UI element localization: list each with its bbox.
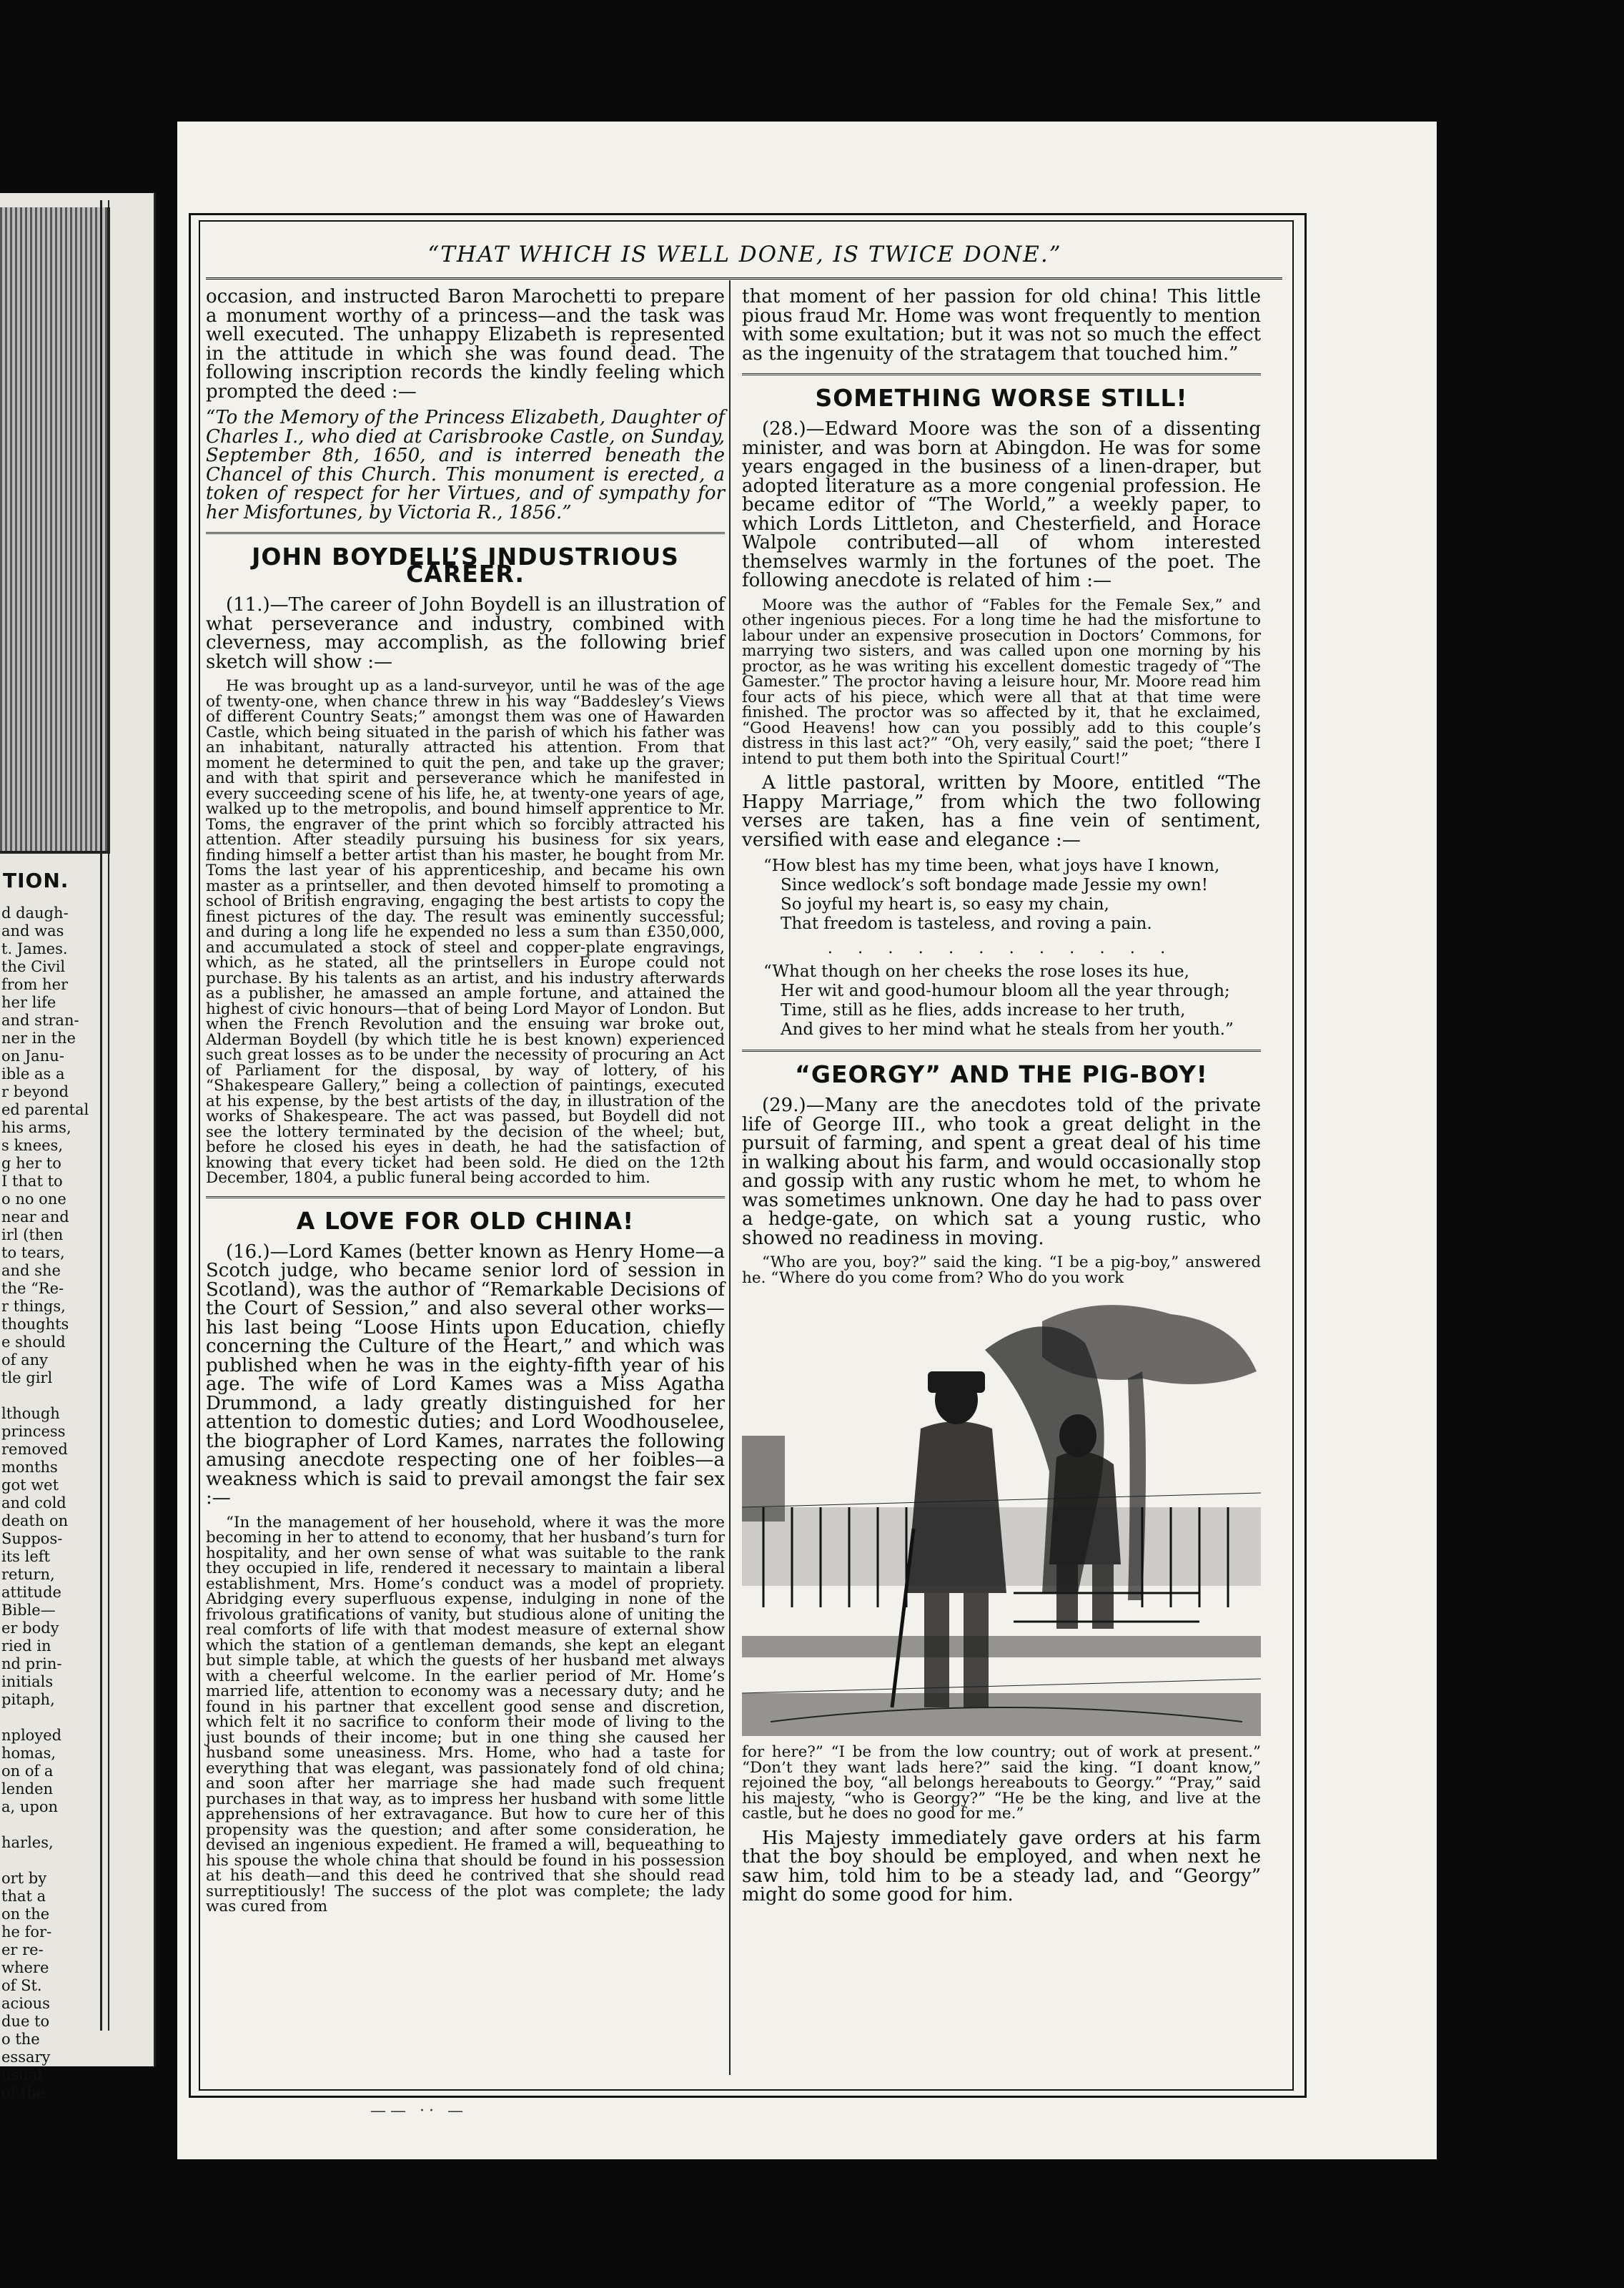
verse-line: And gives to her mind what he steals from her youth.” [781,1020,1234,1039]
pastoral-intro: A little pastoral, written by Moore, entitled “The Happy Marriage,” from which the two following verses are taken, has a fine vein of sentiment, versified with ease and elegance :— [742,772,1261,851]
verse-line: “How blest has my time been, what joys have I known, [763,857,1220,875]
left-page-line: ner in the [1,1030,76,1047]
left-page-line: on Janu- [1,1047,64,1065]
left-page-line: o the [1,2031,40,2048]
georgy-heading: “GEORGY” AND THE PIG-BOY! [795,1060,1208,1088]
left-page-line: er re- [1,1941,44,1958]
georgy-lead: (29.)—Many are the anecdotes told of the private life of George III., who took a great delight in the pursuit of farming, and spent a great deal of his time in walking about his farm, and would occasionally stop and gossip with any rustic whom he met, to whom he was sometimes unknown. One day he had to pass over a hedge-gate, on which sat a young rustic, who showed no readiness in moving. [742,1095,1261,1249]
left-page-line: his arms, [1,1119,71,1136]
verse-line: Her wit and good-humour bloom all the year through; [781,982,1230,1000]
left-page-line: princess [1,1423,66,1440]
left-page-line: g her to [1,1155,61,1172]
verse-line: “What though on her cheeks the rose loses its hue, [763,962,1189,981]
china-lead: (16.)—Lord Kames (better known as Henry Home—a Scotch judge, who became senior lord of session in Scotland), was the author of “Remarkable Decisions of the Court of Session,” and also several other works—his last being “Loose Hints upon Education, chiefly concerning the Culture of the Heart,” and which was published when he was in the eighty-fifth year of his age. The wife of Lord Kames was a Miss Agatha Drummond, a lady greatly distinguished for her attention to domestic duties; and Lord Woodhouselee, the biographer of Lord Kames, narrates the following amusing anecdote respecting one of her foibles—a weakness which is said to prevail amongst the fair sex :— [206,1241,725,1509]
verse-one [742,857,1261,934]
left-page-line: I that to [1,1173,63,1190]
left-page-line: of any [1,1351,48,1369]
left-page-line: Bible— [1,1602,56,1619]
left-page-line [1,1816,94,1834]
verse-line: So joyful my heart is, so easy my chain, [781,895,1109,914]
georgy-dialogue-end: for here?” “I be from the low country; out of work at present.” “Don’t they want lads here?” said the king. “I doant know,” rejoined the boy, “all belongs hereabouts to Georgy.” “Pray,” said his majesty, “who is Georgy?” “He be the king, and live at the castle, but he does no good for me.” [742,1743,1261,1823]
left-page-line: lenden [1,1780,54,1798]
elizabeth-monument-text: occasion, and instructed Baron Marochetti to prepare a monument worthy of a princess—and the task was well executed. The unhappy Elizabeth is represented in the attitude in which she was found dead. The following inscription records the kindly feeling which prompted the deed :— [206,286,725,403]
section-rule [742,373,1261,375]
georgy-dialogue-start: “Who are you, boy?” said the king. “I be a pig-boy,” answered he. “Where do you come from? Who do you work [742,1253,1261,1287]
left-page-text [1,904,94,2101]
left-page-line: from her [1,976,69,993]
left-page-line: r beyond [1,1083,69,1100]
left-page-line: essary [1,2048,51,2066]
footer-marks: —— ·· — [370,2102,467,2120]
left-page-line: e should [1,1333,66,1351]
section-rule [206,1196,725,1198]
left-page-line: t. James. [1,940,68,957]
verse-line: Since wedlock’s soft bondage made Jessie my own! [781,876,1208,894]
georgy-closing: His Majesty immediately gave orders at his farm that the boy should be employed, and when next he saw him, told him to be a steady lad, and “Georgy” might do some good for him. [742,1827,1261,1905]
left-page-line: due to [1,2013,50,2030]
left-page-line: and stran- [1,1012,79,1029]
verse-two [742,962,1261,1040]
left-page-line: death on [1,1512,69,1529]
left-page-line: ried in [1,1637,51,1655]
left-page-line: and she [1,1262,61,1279]
left-page-line: of St. [1,1977,42,1994]
left-page-line: er body [1,1619,59,1637]
column-divider [729,280,731,2075]
adjacent-left-page [0,193,156,2101]
left-page-line [1,1709,94,1727]
left-page-line: thoughts [1,1316,69,1333]
moore-body: Moore was the author of “Fables for the Female Sex,” and other ingenious pieces. For a long time he had the misfortune to labour under an expensive prosecution in Doctors’ Commons, for marrying two sisters, and was called upon one morning by his proctor, as he was writing his excellent domestic tragedy of “The Gamester.” The proctor having a leisure hour, Mr. Moore read him four acts of his piece, which were all that at that time were finished. The proctor was so affected by it, that he exclaimed, “Good Heavens! how can you possibly add to this couple’s distress in this last act?” “Oh, very easily,” said the poet; “there I intend to put them both into the Spiritual Court!” [742,596,1261,768]
left-page-line: nd prin- [1,1655,62,1672]
left-page-heading: TION. [3,869,69,892]
china-body: “In the management of her household, where it was the more becoming in her to attend to economy, that her husband’s turn for hospitality, and her own sense of what was suitable to the rank they occupied in life, rendered it necessary to maintain a liberal establishment, Mrs. Home’s conduct was a model of propriety. Abridging every superfluous expense, indulging in none of the frivolous gratifications of vanity, but studious alone of uniting the real comforts of life with that modest measure of external show which the station of a gentleman demands, she kept an elegant but simple table, at which the guests of her husband met always with a cheerful welcome. In the earlier period of Mr. Home’s married life, attention to economy was a necessary duty; and he found in his partner that excellent good sense and discretion, which felt it no sacrifice to conform their mode of living to the just bounds of their income; but in one thing she caused her husband some uneasiness. Mrs. Home, who had a taste for everything that was elegant, was passionately fond of old china; and soon after her marriage she had made such frequent purchases in that way, as to impress her husband with some little apprehensions of her extravagance. But how to cure her of this propensity was the question; and after some consideration, he devised an ingenious expedient. He framed a will, bequeathing to his spouse the whole china that should be found in his possession at his death—and this deed he contrived that she should read surreptitiously! The success of the plot was complete; the lady was cured from [206,1513,725,1915]
left-page-engraving [0,207,110,854]
boydell-lead: (11.)—The career of John Boydell is an illustration of what perseverance and industry, combined with cleverness, may accomplish, as the following brief sketch will show :— [206,594,725,673]
worse-heading: SOMETHING WORSE STILL! [815,384,1188,412]
left-page-line: he for- [1,1923,52,1941]
china-heading: A LOVE FOR OLD CHINA! [296,1206,635,1235]
verse-line: That freedom is tasteless, and roving a pain. [781,914,1152,933]
right-column [742,287,1261,1912]
left-page-line: near and [1,1208,69,1226]
left-page-line: of the [1,2084,46,2101]
left-page-line: her life [1,994,56,1011]
left-page-line [1,1387,94,1405]
elizabeth-inscription: “To the Memory of the Princess Elizabeth, Daughter of Charles I., who died at Carisbrooke Castle, on Sunday, September 8th, 1650, and is interred beneath the Chancel of this Church. This monument is erected, a token of respect for her Virtues, and of sympathy for her Misfortunes, by Victoria R., 1856.” [206,407,725,523]
left-page-line: initials [1,1673,54,1690]
left-page-line: and cold [1,1494,66,1512]
left-page-line: removed [1,1441,68,1458]
left-page-line: ed parental [1,1101,89,1118]
left-page-line: s knees, [1,1137,64,1154]
left-page-line: that a [1,1888,46,1905]
left-page-line: d daugh- [1,904,69,922]
left-page-line: where [1,1959,49,1976]
verse-separator: . . . . . . . . . . . . [827,939,1176,957]
magazine-page [177,122,1437,2159]
left-page-line: nployed [1,1727,62,1744]
left-page-line: ort by [1,1870,47,1887]
boydell-heading: JOHN BOYDELL’S INDUSTRIOUS CAREER. [252,543,679,588]
left-page-line: a, upon [1,1798,59,1815]
left-page-line: to tears, [1,1244,65,1261]
left-page-line: the Civil [1,958,66,975]
left-page-line: months [1,1459,58,1476]
left-page-line: usual [1,2066,43,2084]
header-rule [206,277,1282,280]
verse-line: Time, still as he flies, adds increase to her truth, [781,1001,1186,1020]
left-page-line: and was [1,922,64,940]
king-and-pig-boy-engraving [742,1293,1261,1736]
left-page-line: acious [1,1995,50,2012]
left-page-line: its left [1,1548,50,1565]
section-rule [742,1050,1261,1052]
section-rule [206,532,725,534]
boydell-body: He was brought up as a land-surveyor, until he was of the age of twenty-one, when chance threw in his way “Baddesley’s Views of different Country Seats;” amongst them was one of Hawarden Castle, which being situated in the parish of which his father was an inhabitant, naturally attracted his attention. From that moment he determined to quit the pen, and take up the graver; and with that spirit and perseverance which he manifested in every succeeding scene of his life, he, at twenty-one years of age, walked up to the metropolis, and bound himself apprentice to Mr. Toms, the engraver of the print which so forcibly attracted his attention. After steadily pursuing his business for six years, finding himself a better artist than his master, he bought from Mr. Toms the last year of his apprenticeship, and became his own master as a printseller, and then devoted himself to promoting a school of British engraving, engaging the best artists to copy the finest pictures of the day. The result was eminently successful; and during a long life he expended no less a sum than £350,000, and accumulated a stock of steel and copper-plate engravings, which, as he stated, all the printsellers in Europe could not purchase. By his talents as an artist, and his industry afterwards as a publisher, he amassed an ample fortune, and attained the highest of civic honours—that of being Lord Mayor of London. But when the French Revolution and the ensuing war broke out, Alderman Boydell (by which title he is best known) experienced such great losses as to be under the necessity of procuring an Act of Parliament for the disposal, by way of lottery, of his “Shakespeare Gallery,” being a collection of paintings, executed at his expense, by the best artists of the day, in illustration of the works of Shakespeare. The act was passed, but Boydell did not see the lottery terminated by the decision of the wheel; but, before he closed his eyes in death, he had the satisfaction of knowing that every ticket had been sold. He died on the 12th December, 1804, a public funeral being accorded to him. [206,677,725,1187]
china-continued: that moment of her passion for old china! This little pious fraud Mr. Home was wont frequently to mention with some exultation; but it was not so much the effect as the ingenuity of the stratagem that touched him.” [742,286,1261,365]
left-page-line: o no one [1,1190,66,1208]
left-page-line: got wet [1,1476,59,1494]
moore-lead: (28.)—Edward Moore was the son of a dissenting minister, and was born at Abingdon. He was for some years engaged in the business of a linen-draper, but adopted literature as a more congenial profession. He became editor of “The World,” a weekly paper, to which Lords Littleton, and Chesterfield, and Horace Walpole contributed—all of whom interested themselves warmly in the fortunes of the poet. The following anecdote is related of him :— [742,418,1261,591]
left-page-line: on of a [1,1762,54,1780]
left-column [206,287,725,1922]
left-page-line: harles, [1,1834,54,1851]
left-page-line: tle girl [1,1369,53,1386]
left-page-border [100,200,109,2031]
left-page-line: lthough [1,1405,60,1422]
left-page-line: irl (then [1,1226,64,1243]
running-head: “THAT WHICH IS WELL DONE, IS TWICE DONE.” [427,242,1062,267]
left-page-line: return, [1,1566,55,1583]
left-page-line: pitaph, [1,1691,55,1708]
left-page-line: the “Re- [1,1280,64,1297]
left-page-line [1,1852,94,1870]
left-page-line: ible as a [1,1065,65,1083]
left-page-line: on the [1,1905,50,1923]
left-page-line: attitude [1,1584,61,1601]
left-page-line: Suppos- [1,1530,63,1547]
left-page-line: homas, [1,1745,56,1762]
left-page-line: r things, [1,1298,66,1315]
